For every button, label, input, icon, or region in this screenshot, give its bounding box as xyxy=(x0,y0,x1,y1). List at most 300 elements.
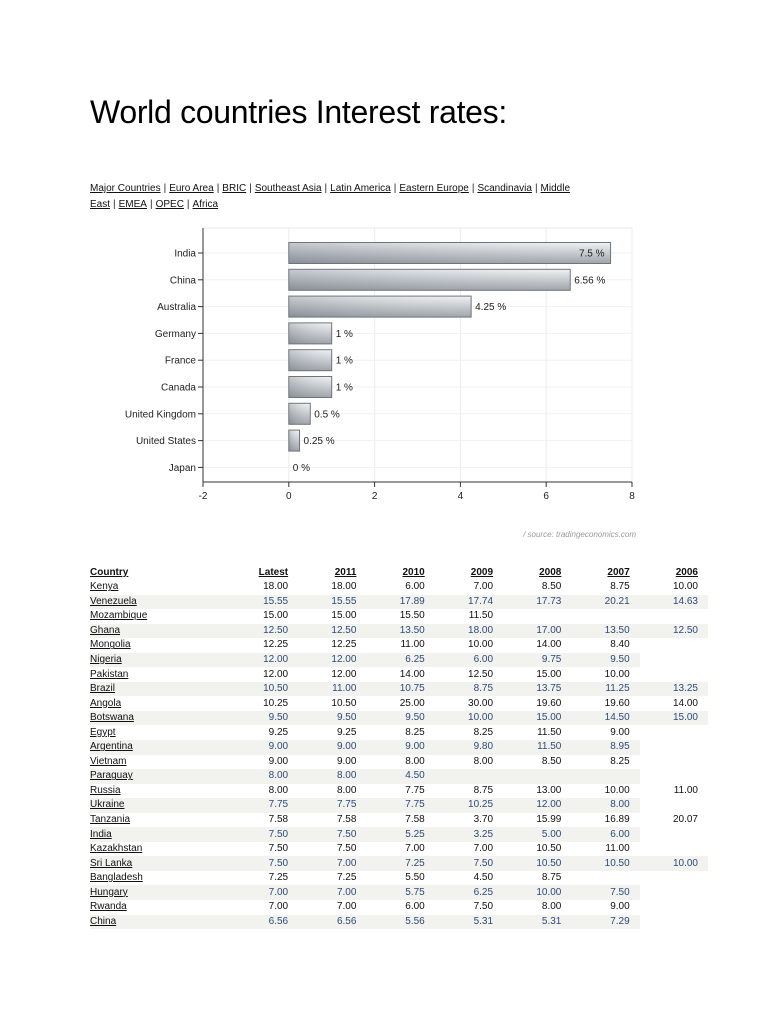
nav-separator: | xyxy=(249,183,252,194)
rate-cell-2011: 7.58 xyxy=(336,814,357,826)
rate-cell-2007: 20.21 xyxy=(571,595,639,610)
x-tick-label: -2 xyxy=(198,491,208,502)
interest-rates-table xyxy=(90,566,708,929)
country-link-rwanda[interactable]: Rwanda xyxy=(90,901,127,913)
table-row xyxy=(90,653,708,668)
nav-separator: | xyxy=(149,199,153,210)
value-label-germany: 1 % xyxy=(335,328,353,340)
rate-cell-latest: 15.55 xyxy=(221,595,298,610)
column-header-2009[interactable]: 2009 xyxy=(470,567,494,578)
value-label-united-kingdom: 0.5 % xyxy=(314,409,340,421)
rate-cell-2010: 9.00 xyxy=(366,740,434,755)
nav-separator: | xyxy=(186,199,190,210)
rate-cell-2006 xyxy=(640,769,708,784)
country-link-tanzania[interactable]: Tanzania xyxy=(90,814,131,826)
rate-cell-2009: 11.50 xyxy=(468,610,494,622)
rate-cell-latest: 7.00 xyxy=(268,901,289,913)
rate-cell-2008 xyxy=(503,609,571,624)
rate-cell-2009: 9.80 xyxy=(435,740,503,755)
x-tick-label: 4 xyxy=(457,491,464,502)
rate-cell-2008: 12.00 xyxy=(503,798,571,813)
country-link-china[interactable]: China xyxy=(90,915,117,927)
column-header-2006[interactable]: 2006 xyxy=(675,567,698,578)
country-cell xyxy=(90,725,221,740)
country-cell xyxy=(90,915,221,930)
bar-shade-united-states xyxy=(289,431,299,451)
rate-cell-2010: 7.25 xyxy=(366,856,434,871)
value-label-canada: 1 % xyxy=(335,382,353,394)
chart-source: / source: tradingeconomics.com xyxy=(523,530,636,539)
rate-cell-2009: 5.31 xyxy=(435,915,503,930)
nav-link-africa[interactable]: Africa xyxy=(192,199,219,210)
rate-cell-2007: 6.00 xyxy=(571,827,639,842)
column-header-2008[interactable]: 2008 xyxy=(539,567,562,578)
rate-cell-2008: 8.00 xyxy=(541,901,562,913)
rate-cell-latest: 7.50 xyxy=(268,843,289,855)
rate-cell-2010: 4.50 xyxy=(366,769,434,784)
country-cell xyxy=(90,856,221,871)
category-label-japan: Japan xyxy=(168,462,196,474)
country-cell xyxy=(90,580,221,595)
rate-cell-2011: 7.25 xyxy=(336,872,357,884)
rate-cell-2008: 8.50 xyxy=(541,755,562,767)
rate-cell-2009: 6.25 xyxy=(435,885,503,900)
nav-separator: | xyxy=(113,199,116,210)
rate-cell-latest: 12.25 xyxy=(263,639,289,651)
country-link-russia[interactable]: Russia xyxy=(90,784,121,796)
rate-cell-2011: 9.25 xyxy=(336,726,357,738)
x-tick-label: 6 xyxy=(543,491,549,502)
rate-cell-2007: 10.00 xyxy=(604,784,630,796)
rate-cell-2008: 11.50 xyxy=(503,740,571,755)
column-header-latest[interactable]: Latest xyxy=(258,567,289,578)
rate-cell-2006: 15.00 xyxy=(640,711,708,726)
rate-cell-2007 xyxy=(571,871,639,886)
rate-cell-2011: 7.00 xyxy=(298,856,366,871)
bar-shade-india xyxy=(289,243,610,263)
rate-cell-2007: 19.60 xyxy=(604,697,630,709)
country-link-mongolia[interactable]: Mongolia xyxy=(90,639,131,651)
rate-cell-2010: 5.50 xyxy=(405,872,425,884)
rate-cell-2010: 6.00 xyxy=(405,581,425,593)
rate-cell-2009: 17.74 xyxy=(435,595,503,610)
country-cell xyxy=(90,638,221,653)
rate-cell-latest: 10.50 xyxy=(221,682,298,697)
country-link-angola[interactable]: Angola xyxy=(90,697,122,709)
category-label-germany: Germany xyxy=(154,328,196,340)
rate-cell-2011: 12.50 xyxy=(298,624,366,639)
rate-cell-2007: 10.00 xyxy=(604,668,630,680)
rate-cell-2007: 16.89 xyxy=(604,814,630,826)
rate-cell-2010: 5.25 xyxy=(366,827,434,842)
rate-cell-2006 xyxy=(640,798,708,813)
country-cell xyxy=(90,842,221,857)
category-label-france: France xyxy=(164,355,196,367)
rate-cell-2009: 7.00 xyxy=(473,843,494,855)
country-cell xyxy=(90,755,221,770)
rate-cell-2006 xyxy=(640,725,708,740)
rate-cell-latest: 18.00 xyxy=(263,581,289,593)
rate-cell-2007: 8.75 xyxy=(610,581,630,593)
rate-cell-2010: 5.75 xyxy=(366,885,434,900)
nav-separator: | xyxy=(163,183,167,194)
country-link-brazil[interactable]: Brazil xyxy=(90,683,116,695)
table-row xyxy=(90,696,708,711)
rate-cell-2010: 7.58 xyxy=(405,814,425,826)
rate-cell-latest: 7.25 xyxy=(268,872,289,884)
rate-cell-2008: 5.31 xyxy=(503,915,571,930)
country-link-egypt[interactable]: Egypt xyxy=(90,726,116,738)
rate-cell-2009: 3.25 xyxy=(435,827,503,842)
rate-cell-2006 xyxy=(640,915,708,930)
country-link-ghana[interactable]: Ghana xyxy=(90,624,121,636)
nav-link-emea[interactable]: EMEA xyxy=(118,199,147,210)
rate-cell-latest: 7.50 xyxy=(221,827,298,842)
country-link-paraguay[interactable]: Paraguay xyxy=(90,770,133,782)
country-link-venezuela[interactable]: Venezuela xyxy=(90,595,137,607)
country-cell xyxy=(90,827,221,842)
rate-cell-2006 xyxy=(640,842,708,857)
rate-cell-2008: 14.00 xyxy=(536,639,562,651)
bar-shade-canada xyxy=(289,377,331,397)
rate-cell-2006 xyxy=(640,667,708,682)
rate-cell-2010: 17.89 xyxy=(366,595,434,610)
rate-cell-2006 xyxy=(640,900,708,915)
x-tick-label: 2 xyxy=(371,491,378,502)
bar-shade-france xyxy=(289,350,331,370)
category-label-united-kingdom: United Kingdom xyxy=(124,409,196,421)
rate-cell-2009: 12.50 xyxy=(468,668,494,680)
rate-cell-2008: 10.00 xyxy=(503,885,571,900)
rate-cell-2008: 15.00 xyxy=(536,668,562,680)
rate-cell-2007: 10.50 xyxy=(571,856,639,871)
table-row xyxy=(90,856,708,871)
table-body xyxy=(90,580,708,929)
rate-cell-2008: 13.75 xyxy=(503,682,571,697)
rate-cell-2009: 3.70 xyxy=(473,814,494,826)
rate-cell-2011: 7.75 xyxy=(298,798,366,813)
rate-cell-2006 xyxy=(640,740,708,755)
rate-cell-2008: 17.00 xyxy=(503,624,571,639)
bar-shade-germany xyxy=(289,323,331,343)
country-cell xyxy=(90,740,221,755)
country-cell xyxy=(90,885,221,900)
table-row xyxy=(90,769,708,784)
value-label-united-states: 0.25 % xyxy=(303,436,335,448)
table-row xyxy=(90,798,708,813)
country-cell xyxy=(90,900,221,915)
country-link-bangladesh[interactable]: Bangladesh xyxy=(90,872,143,884)
table-header-row xyxy=(90,566,708,580)
column-header-country[interactable]: Country xyxy=(90,567,129,578)
rate-cell-2010: 5.56 xyxy=(366,915,434,930)
column-header-2010[interactable]: 2010 xyxy=(402,567,425,578)
bar-shade-china xyxy=(289,270,569,290)
nav-link-major-countries[interactable]: Major Countries xyxy=(90,183,161,194)
rate-cell-latest: 9.00 xyxy=(221,740,298,755)
rate-cell-latest: 7.58 xyxy=(268,814,289,826)
nav-separator: | xyxy=(324,183,328,194)
table-row xyxy=(90,885,708,900)
country-link-pakistan[interactable]: Pakistan xyxy=(90,668,129,680)
rate-cell-2008: 19.60 xyxy=(536,697,562,709)
rate-cell-latest: 8.00 xyxy=(221,769,298,784)
country-link-vietnam[interactable]: Vietnam xyxy=(90,755,127,767)
rate-cell-2007: 8.95 xyxy=(571,740,639,755)
category-label-india: India xyxy=(174,248,196,260)
rate-cell-2008: 13.00 xyxy=(536,784,562,796)
rate-cell-2007: 11.00 xyxy=(605,843,630,855)
rate-cell-2010: 6.25 xyxy=(366,653,434,668)
rate-cell-latest: 9.25 xyxy=(268,726,289,738)
rate-cell-2006: 10.00 xyxy=(672,581,698,593)
table-row xyxy=(90,871,708,886)
rate-cell-2008: 9.75 xyxy=(503,653,571,668)
rate-cell-2011: 7.50 xyxy=(298,827,366,842)
rate-cell-2009: 8.25 xyxy=(473,726,494,738)
rate-cell-2009: 6.00 xyxy=(435,653,503,668)
rate-cell-2007: 11.25 xyxy=(571,682,639,697)
rate-cell-2008: 15.00 xyxy=(503,711,571,726)
rate-cell-2010: 11.00 xyxy=(400,639,425,651)
category-label-china: China xyxy=(169,275,196,287)
value-label-australia: 4.25 % xyxy=(475,302,507,314)
rate-cell-latest: 12.00 xyxy=(221,653,298,668)
rate-cell-2011: 9.00 xyxy=(298,740,366,755)
rate-cell-2011: 7.50 xyxy=(336,843,357,855)
rate-cell-2006: 14.00 xyxy=(672,697,698,709)
column-header-2007[interactable]: 2007 xyxy=(607,567,630,578)
rate-cell-2009: 18.00 xyxy=(435,624,503,639)
table-row xyxy=(90,784,708,799)
rate-cell-2007: 7.50 xyxy=(571,885,639,900)
table-row xyxy=(90,725,708,740)
nav-separator: | xyxy=(534,183,538,194)
rate-cell-2010: 8.25 xyxy=(405,726,425,738)
country-cell xyxy=(90,624,221,639)
rate-cell-2007 xyxy=(571,609,639,624)
rate-cell-2011: 18.00 xyxy=(331,581,357,593)
rate-cell-2011: 9.00 xyxy=(336,755,357,767)
table-row xyxy=(90,638,708,653)
rate-cell-2011: 7.00 xyxy=(336,901,357,913)
x-tick-label: 8 xyxy=(629,491,635,502)
rate-cell-2011: 6.56 xyxy=(298,915,366,930)
rate-cell-2009: 8.75 xyxy=(473,784,494,796)
nav-link-bric[interactable]: BRIC xyxy=(222,183,247,194)
country-cell xyxy=(90,667,221,682)
country-link-india[interactable]: India xyxy=(90,828,112,840)
rate-cell-latest: 15.00 xyxy=(263,610,289,622)
rate-cell-2011: 8.00 xyxy=(336,784,357,796)
rate-cell-2008: 8.50 xyxy=(541,581,562,593)
table-row xyxy=(90,813,708,828)
rate-cell-2010: 7.75 xyxy=(366,798,434,813)
value-label-japan: 0 % xyxy=(292,462,311,474)
rate-cell-latest: 12.50 xyxy=(221,624,298,639)
rate-cell-2008: 10.50 xyxy=(503,856,571,871)
nav-separator: | xyxy=(471,183,475,194)
rate-cell-2009: 7.50 xyxy=(435,856,503,871)
rate-cell-2009: 8.00 xyxy=(473,755,494,767)
nav-link-scandinavia[interactable]: Scandinavia xyxy=(477,183,532,194)
country-link-sri-lanka[interactable]: Sri Lanka xyxy=(90,857,133,869)
country-cell xyxy=(90,653,221,668)
rate-cell-2006: 20.07 xyxy=(672,814,698,826)
rate-cell-2009 xyxy=(435,769,503,784)
rate-cell-2010: 6.00 xyxy=(405,901,425,913)
rate-cell-2008: 5.00 xyxy=(503,827,571,842)
table-row xyxy=(90,609,708,624)
rate-cell-latest: 8.00 xyxy=(268,784,289,796)
table-row xyxy=(90,682,708,697)
rate-cell-2009: 10.25 xyxy=(435,798,503,813)
rate-cell-2010: 9.50 xyxy=(366,711,434,726)
table-row xyxy=(90,595,708,610)
country-link-nigeria[interactable]: Nigeria xyxy=(90,654,122,665)
category-label-united-states: United States xyxy=(135,436,196,448)
table-row xyxy=(90,842,708,857)
nav-link-eastern-europe[interactable]: Eastern Europe xyxy=(399,183,469,194)
rate-cell-2007: 9.00 xyxy=(610,726,630,738)
rate-cell-2010: 13.50 xyxy=(366,624,434,639)
x-tick-label: 0 xyxy=(286,491,292,502)
country-cell xyxy=(90,871,221,886)
rate-cell-2011: 7.00 xyxy=(298,885,366,900)
rate-cell-latest: 9.00 xyxy=(268,755,289,767)
chart-grid xyxy=(203,228,632,482)
page-title: World countries Interest rates: xyxy=(90,94,507,130)
category-label-canada: Canada xyxy=(160,382,196,394)
table-row xyxy=(90,580,708,595)
rate-cell-2006 xyxy=(640,885,708,900)
rate-cell-2010: 8.00 xyxy=(405,755,425,767)
rate-cell-2006 xyxy=(640,827,708,842)
country-cell xyxy=(90,769,221,784)
nav-link-middle-east[interactable]: Middle East xyxy=(90,183,571,210)
nav-link-latin-america[interactable]: Latin America xyxy=(330,183,391,194)
nav-link-southeast-asia[interactable]: Southeast Asia xyxy=(254,183,322,194)
country-cell xyxy=(90,711,221,726)
category-label-australia: Australia xyxy=(157,302,196,314)
rate-cell-2007 xyxy=(571,769,639,784)
table-row xyxy=(90,740,708,755)
rate-cell-2011: 9.50 xyxy=(298,711,366,726)
rate-cell-2011: 8.00 xyxy=(298,769,366,784)
rate-cell-2007: 8.25 xyxy=(610,755,630,767)
country-link-hungary[interactable]: Hungary xyxy=(90,886,128,898)
rate-cell-latest: 7.50 xyxy=(221,856,298,871)
country-link-kazakhstan[interactable]: Kazakhstan xyxy=(90,843,143,855)
table-row xyxy=(90,624,708,639)
country-cell xyxy=(90,813,221,828)
rate-cell-2011: 15.55 xyxy=(298,595,366,610)
rate-cell-2010: 25.00 xyxy=(399,697,425,709)
rate-cell-2009: 30.00 xyxy=(468,697,494,709)
rate-cell-2011: 10.50 xyxy=(331,697,357,709)
rate-cell-2011: 12.00 xyxy=(298,653,366,668)
rate-cell-2006 xyxy=(640,755,708,770)
rate-cell-latest: 7.75 xyxy=(221,798,298,813)
rate-cell-2009: 4.50 xyxy=(473,872,494,884)
country-cell xyxy=(90,784,221,799)
value-label-china: 6.56 % xyxy=(574,275,606,287)
rate-cell-2008: 10.50 xyxy=(536,843,562,855)
rate-cell-2008: 17.73 xyxy=(503,595,571,610)
rate-cell-2010: 15.50 xyxy=(399,610,425,622)
table-row xyxy=(90,711,708,726)
rate-cell-2008: 15.99 xyxy=(536,814,562,826)
country-link-botswana[interactable]: Botswana xyxy=(90,712,134,724)
nav-link-euro-area[interactable]: Euro Area xyxy=(169,183,214,194)
rate-cell-2006 xyxy=(640,609,708,624)
rate-cell-2007: 13.50 xyxy=(571,624,639,639)
value-label-france: 1 % xyxy=(335,355,353,367)
nav-link-opec[interactable]: OPEC xyxy=(155,199,184,210)
country-link-kenya[interactable]: Kenya xyxy=(90,581,119,593)
rate-cell-2011: 12.25 xyxy=(331,639,357,651)
column-header-2011[interactable]: 2011 xyxy=(334,567,357,578)
plot-area xyxy=(203,228,632,482)
country-link-ukraine[interactable]: Ukraine xyxy=(90,799,125,811)
rate-cell-latest: 9.50 xyxy=(221,711,298,726)
rate-cell-2009: 8.75 xyxy=(435,682,503,697)
rate-cell-2010: 7.00 xyxy=(405,843,425,855)
rate-cell-2011: 15.00 xyxy=(331,610,357,622)
rate-cell-2008 xyxy=(503,769,571,784)
bar-shade-australia xyxy=(289,297,470,317)
table-row xyxy=(90,667,708,682)
rate-cell-2006: 14.63 xyxy=(640,595,708,610)
rate-cell-2006: 10.00 xyxy=(640,856,708,871)
rate-cell-latest: 6.56 xyxy=(221,915,298,930)
rate-cell-2006: 12.50 xyxy=(640,624,708,639)
country-cell xyxy=(90,682,221,697)
rate-cell-latest: 10.25 xyxy=(263,697,289,709)
country-cell xyxy=(90,798,221,813)
bar-shade-united-kingdom xyxy=(289,404,309,424)
country-cell xyxy=(90,696,221,711)
country-link-argentina[interactable]: Argentina xyxy=(90,741,133,753)
rate-cell-latest: 12.00 xyxy=(263,668,289,680)
table-row xyxy=(90,915,708,930)
table-row xyxy=(90,755,708,770)
table-row xyxy=(90,900,708,915)
rate-cell-2007: 8.40 xyxy=(610,639,630,651)
rate-cell-2006: 11.00 xyxy=(673,784,698,796)
rate-cell-2010: 7.75 xyxy=(405,784,425,796)
value-label-india: 7.5 % xyxy=(578,248,605,260)
rate-cell-2006: 13.25 xyxy=(640,682,708,697)
rate-cell-2007: 7.29 xyxy=(571,915,639,930)
rate-cell-2011: 12.00 xyxy=(331,668,357,680)
rate-cell-2007: 14.50 xyxy=(571,711,639,726)
rate-cell-2008: 8.75 xyxy=(541,872,562,884)
rate-cell-2006 xyxy=(640,871,708,886)
country-link-mozambique[interactable]: Mozambique xyxy=(90,610,148,622)
nav-separator: | xyxy=(393,183,397,194)
rate-cell-2009: 7.00 xyxy=(473,581,494,593)
rate-cell-2009: 10.00 xyxy=(435,711,503,726)
rate-cell-2009: 10.00 xyxy=(468,639,494,651)
rate-cell-2007: 9.00 xyxy=(610,901,630,913)
rate-cell-latest: 7.00 xyxy=(221,885,298,900)
country-cell xyxy=(90,609,221,624)
rate-cell-2006 xyxy=(640,638,708,653)
rate-cell-2010: 10.75 xyxy=(366,682,434,697)
rate-cell-2010: 14.00 xyxy=(399,668,425,680)
rate-cell-2011: 11.00 xyxy=(298,682,366,697)
